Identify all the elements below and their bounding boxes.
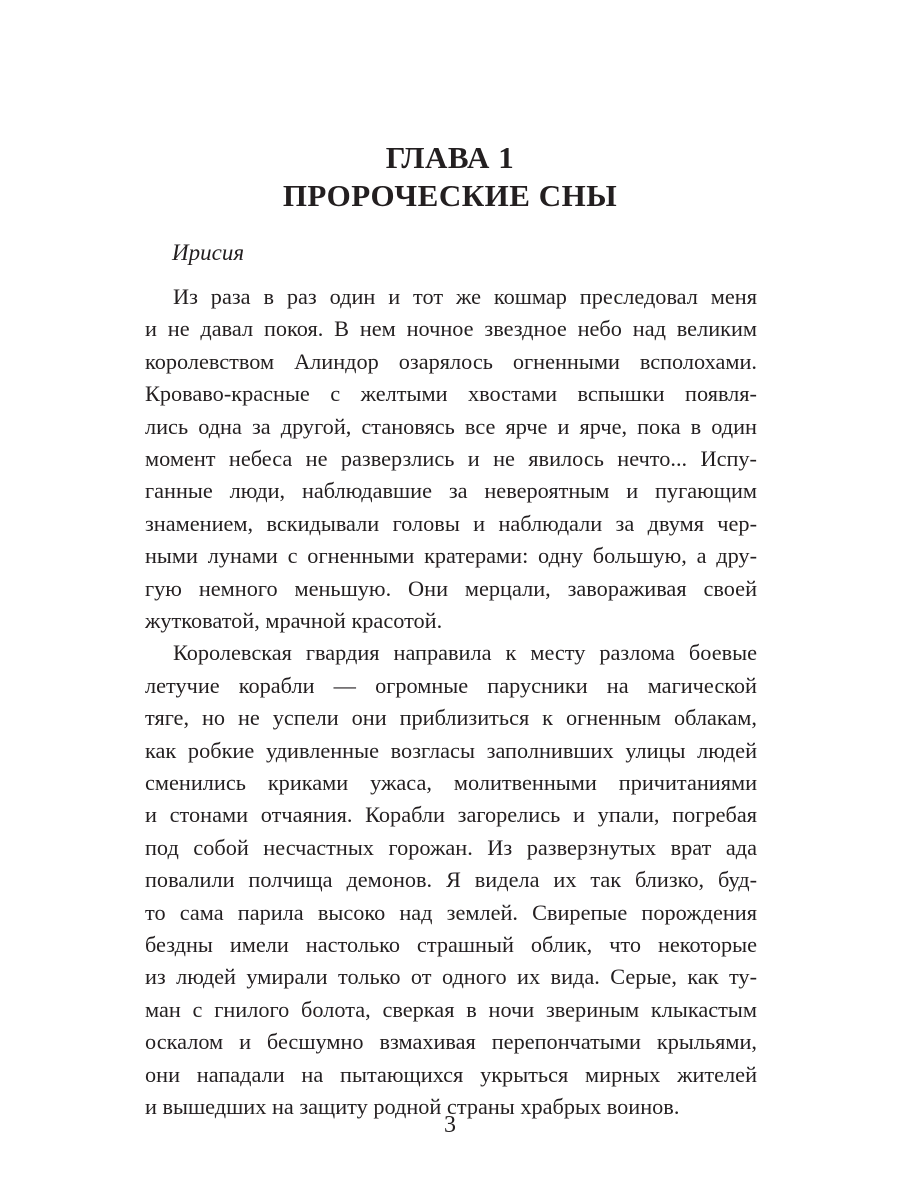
chapter-number: ГЛАВА 1 [385, 140, 515, 175]
text-line: Королевская гвардия направила к месту разлома боевые [173, 640, 757, 666]
text-line: под собой несчастных горожан. Из разверзнутых врат ада [145, 834, 757, 860]
text-line: гую немного меньшую. Они мерцали, завораживая своей [145, 575, 757, 601]
text-line: королевством Алиндор озарялось огненными всполохами. [145, 348, 757, 374]
page-number: 3 [444, 1112, 456, 1138]
text-line: жутковатой, мрачной красотой. [145, 608, 443, 633]
text-line: тяге, но не успели они приблизиться к огненным облакам, [145, 705, 757, 731]
text-line: оскалом и бесшумно взмахивая перепончатыми крыльями, [145, 1029, 757, 1055]
text-line: бездны имели настолько страшный облик, что некоторые [145, 932, 757, 957]
text-line: и вышедших на защиту родной страны храбрых воинов. [145, 1094, 680, 1119]
chapter-title: ПРОРОЧЕСКИЕ СНЫ [282, 178, 618, 213]
text-line: ными лунами с огненными кратерами: одну большую, а дру- [145, 543, 757, 569]
narrator-name: Ирисия [172, 240, 245, 265]
text-line: летучие корабли — огромные парусники на магической [145, 672, 757, 698]
text-line: момент небеса не разверзлись и не явилось нечто... Испу- [145, 446, 757, 471]
text-line: сменились криками ужаса, молитвенными причитаниями [145, 770, 757, 795]
text-line: Кроваво-красные с желтыми хвостами вспышки появля- [145, 381, 757, 407]
text-line: и стонами отчаяния. Корабли загорелись и упали, погребая [145, 802, 757, 828]
text-line: повалили полчища демонов. Я видела их так близко, буд- [145, 867, 757, 893]
text-line: ман с гнилого болота, сверкая в ночи звериным клыкастым [145, 996, 757, 1022]
text-line: знамением, вскидывали головы и наблюдали за двумя чер- [145, 510, 757, 536]
text-line: ганные люди, наблюдавшие за невероятным и пугающим [145, 478, 757, 504]
text-line: как робкие удивленные возгласы заполнивших улицы людей [145, 737, 757, 763]
text-line: Из раза в раз один и тот же кошмар преследовал меня [173, 284, 757, 309]
text-line: они нападали на пытающихся укрыться мирных жителей [145, 1061, 757, 1087]
text-line: и не давал покоя. В нем ночное звездное небо над великим [145, 316, 757, 342]
text-line: из людей умирали только от одного их вида. Серые, как ту- [145, 964, 757, 990]
text-line: лись одна за другой, становясь все ярче и ярче, пока в один [145, 413, 757, 439]
text-line: то сама парила высоко над землей. Свирепые порождения [145, 899, 757, 925]
